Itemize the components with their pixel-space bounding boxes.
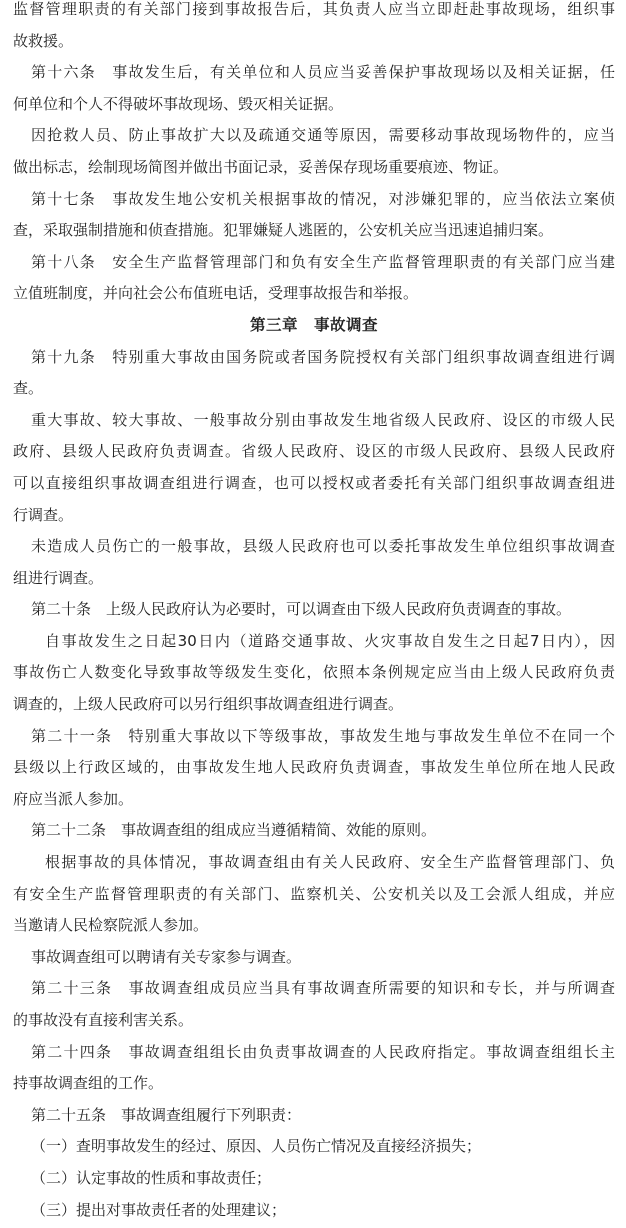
- text-line: 因抢救人员、防止事故扩大以及疏通交通等原因，需要移动事故现场物件的，应当: [31, 126, 615, 145]
- text-line: 查，采取强制措施和侦查措施。犯罪嫌疑人逃匿的，公安机关应当迅速追捕归案。: [13, 221, 554, 240]
- text-line: 可以直接组织事故调查组进行调查，也可以授权或者委托有关部门组织事故调查组进: [13, 473, 615, 492]
- text-line: 故救援。: [13, 31, 74, 50]
- text-line: 何单位和个人不得破坏事故现场、毁灭相关证据。: [13, 94, 344, 113]
- text-line: 第十六条 事故发生后，有关单位和人员应当妥善保护事故现场以及相关证据，任: [31, 63, 615, 82]
- text-line: 有安全生产监督管理职责的有关部门、监察机关、公安机关以及工会派人组成，并应: [13, 884, 615, 903]
- text-line: 府应当派人参加。: [13, 789, 134, 808]
- text-line: 第二十五条 事故调查组履行下列职责：: [31, 1105, 302, 1124]
- text-line: 监督管理职责的有关部门接到事故报告后，其负责人应当立即赶赴事故现场，组织事: [13, 0, 615, 18]
- text-line: 立值班制度，并向社会公布值班电话，受理事故报告和举报。: [13, 284, 419, 303]
- list-item: （一）查明事故发生的经过、原因、人员伤亡情况及直接经济损失；: [31, 1137, 482, 1156]
- text-line: 未造成人员伤亡的一般事故，县级人民政府也可以委托事故发生单位组织事故调查: [31, 537, 615, 556]
- text-line: 政府、县级人民政府负责调查。省级人民政府、设区的市级人民政府、县级人民政府: [13, 442, 615, 461]
- text-line: 第二十条 上级人民政府认为必要时，可以调查由下级人民政府负责调查的事故。: [31, 600, 572, 619]
- text-line: 第二十三条 事故调查组成员应当具有事故调查所需要的知识和专长，并与所调查: [31, 979, 615, 998]
- text-line: 第二十二条 事故调查组的组成应当遵循精简、效能的原则。: [31, 821, 437, 840]
- text-line: 事故伤亡人数变化导致事故等级发生变化，依照本条例规定应当由上级人民政府负责: [13, 663, 615, 682]
- text-line: 第十八条 安全生产监督管理部门和负有安全生产监督管理职责的有关部门应当建: [31, 252, 615, 271]
- list-item: （三）提出对事故责任者的处理建议；: [31, 1200, 287, 1219]
- text-line: 第十七条 事故发生地公安机关根据事故的情况，对涉嫌犯罪的，应当依法立案侦: [31, 189, 615, 208]
- text-line: 调查的，上级人民政府可以另行组织事故调查组进行调查。: [13, 695, 404, 714]
- text-line: 县级以上行政区域的，由事故发生地人民政府负责调查，事故发生单位所在地人民政: [13, 758, 615, 777]
- text-line: 的事故没有直接利害关系。: [13, 1011, 194, 1029]
- list-item: （二）认定事故的性质和事故责任；: [31, 1168, 272, 1187]
- text-line: 根据事故的具体情况，事故调查组由有关人民政府、安全生产监督管理部门、负: [45, 853, 615, 872]
- text-line: 自事故发生之日起30日内（道路交通事故、火灾事故自发生之日起7日内），因: [45, 631, 615, 650]
- text-line: 查。: [13, 379, 44, 398]
- text-line: 事故调查组可以聘请有关专家参与调查。: [31, 947, 302, 966]
- text-line: 当邀请人民检察院派人参加。: [13, 916, 209, 935]
- text-line: 重大事故、较大事故、一般事故分别由事故发生地省级人民政府、设区的市级人民: [31, 410, 615, 429]
- chapter-heading: 第三章 事故调查: [249, 315, 378, 334]
- text-line: 第二十四条 事故调查组组长由负责事故调查的人民政府指定。事故调查组组长主: [31, 1042, 615, 1061]
- text-line: 持事故调查组的工作。: [13, 1074, 164, 1093]
- text-line: 第二十一条 特别重大事故以下等级事故，事故发生地与事故发生单位不在同一个: [31, 726, 615, 745]
- text-line: 组进行调查。: [13, 568, 104, 587]
- text-line: 第十九条 特别重大事故由国务院或者国务院授权有关部门组织事故调查组进行调: [31, 347, 615, 366]
- text-line: 行调查。: [13, 505, 74, 524]
- text-line: 做出标志，绘制现场简图并做出书面记录，妥善保存现场重要痕迹、物证。: [13, 157, 509, 176]
